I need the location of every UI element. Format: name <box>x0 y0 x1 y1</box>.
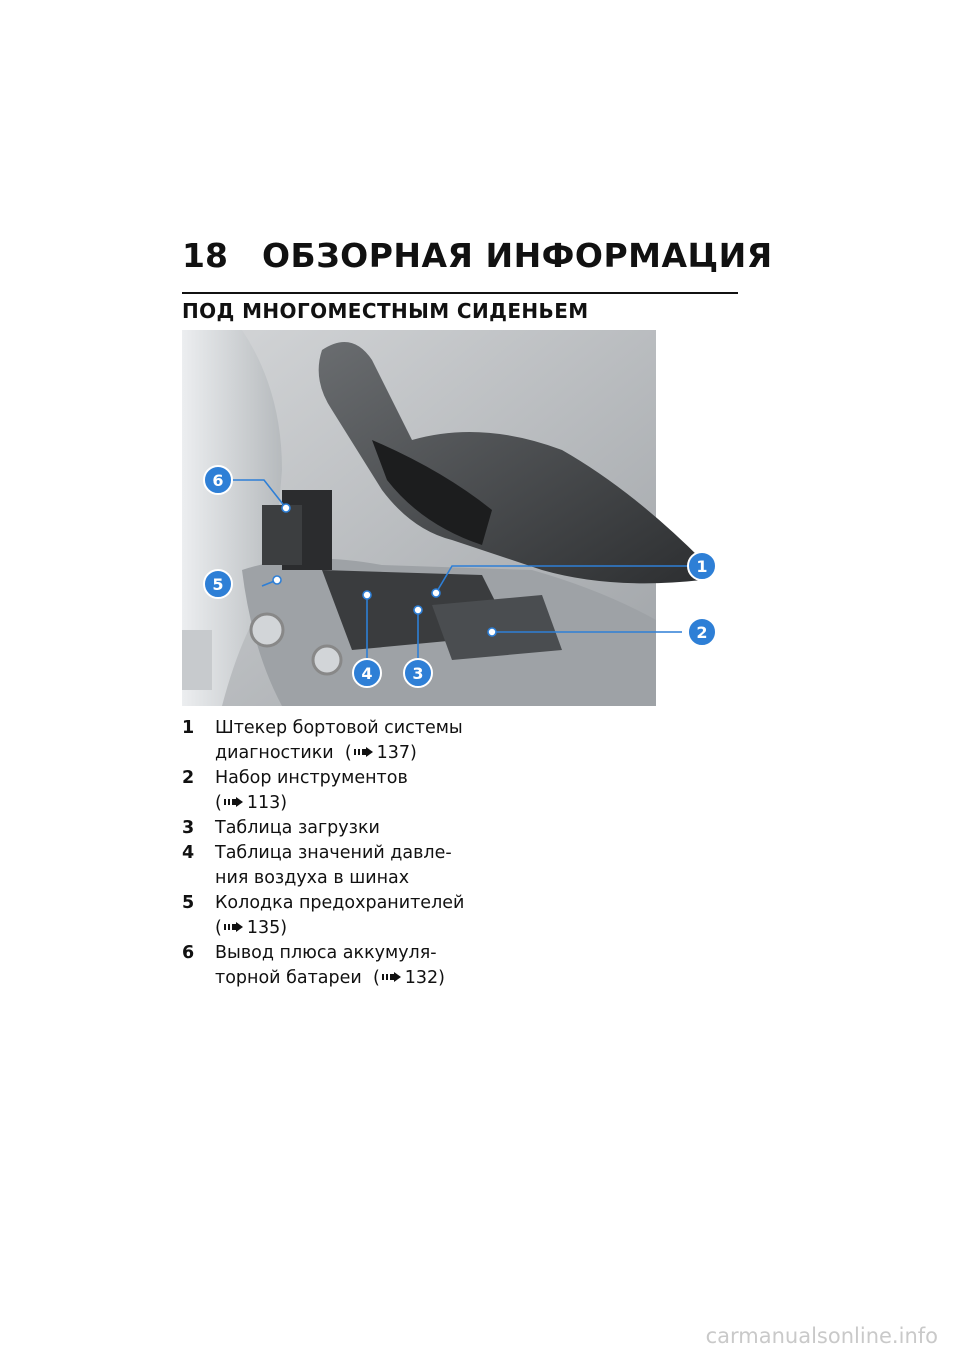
item-number: 1 <box>182 718 195 738</box>
item-number: 3 <box>182 818 195 838</box>
toolkit <box>432 595 562 660</box>
ref-open: ( <box>215 793 222 813</box>
page-reference[interactable] <box>215 793 287 813</box>
page-reference[interactable] <box>367 968 445 988</box>
chapter-title: ОБЗОРНАЯ ИНФОРМАЦИЯ <box>262 236 773 275</box>
list-item <box>182 841 482 891</box>
page-number: 18 <box>182 236 228 275</box>
callout-badge-6 <box>204 466 232 494</box>
ref-page: 137) <box>376 743 417 763</box>
list-item <box>182 716 482 766</box>
callout-badge-2 <box>688 618 716 646</box>
item-number: 5 <box>182 893 195 913</box>
callout-badge-1 <box>688 552 716 580</box>
item-text <box>215 766 482 816</box>
seat-compartment-illustration <box>182 330 708 706</box>
callout-label-6: 6 <box>212 471 224 490</box>
ref-open: ( <box>215 918 222 938</box>
item-line: Таблица значений давле- <box>215 843 452 863</box>
list-item <box>182 816 482 841</box>
ref-open: ( <box>344 743 352 763</box>
ref-page: 132) <box>404 968 445 988</box>
callout-badge-4 <box>353 659 381 687</box>
item-line: Набор инструментов <box>215 768 408 788</box>
item-line: торной батареи <box>215 968 362 988</box>
item-line: Штекер бортовой системы <box>215 718 463 738</box>
ref-open: ( <box>372 968 380 988</box>
item-number: 2 <box>182 768 195 788</box>
arrow-icon <box>382 972 402 982</box>
item-text <box>215 941 482 991</box>
illustration-svg <box>182 330 708 706</box>
callout-label-3: 3 <box>412 664 424 683</box>
list-item <box>182 891 482 941</box>
ref-page: 135) <box>246 918 288 938</box>
callout-label-2: 2 <box>696 623 708 642</box>
item-line: Вывод плюса аккумуля- <box>215 943 437 963</box>
item-line: Таблица загрузки <box>215 818 380 838</box>
page-reference[interactable] <box>215 918 287 938</box>
arrow-icon <box>354 747 374 757</box>
item-number: 6 <box>182 943 195 963</box>
arrow-icon <box>224 922 244 932</box>
callout-label-5: 5 <box>212 575 224 594</box>
item-line: Колодка предохранителей <box>215 893 465 913</box>
watermark: carmanualsonline.info <box>705 1324 938 1348</box>
page-header <box>182 236 773 275</box>
list-item <box>182 941 482 991</box>
legend-list <box>182 716 482 991</box>
item-text <box>215 891 482 941</box>
item-text <box>215 841 482 891</box>
header-divider <box>182 292 738 294</box>
item-line: ния воздуха в шинах <box>215 868 410 888</box>
callout-label-1: 1 <box>696 557 708 576</box>
arrow-icon <box>224 797 244 807</box>
ref-page: 113) <box>246 793 288 813</box>
item-number: 4 <box>182 843 195 863</box>
callout-badge-3 <box>404 659 432 687</box>
callout-badge-5 <box>204 570 232 598</box>
item-line: диагностики <box>215 743 334 763</box>
item-text <box>215 816 482 841</box>
item-text <box>215 716 482 766</box>
section-title: ПОД МНОГОМЕСТНЫМ СИДЕНЬЕМ <box>182 299 589 323</box>
page-reference[interactable] <box>339 743 417 763</box>
list-item <box>182 766 482 816</box>
callout-label-4: 4 <box>361 664 373 683</box>
